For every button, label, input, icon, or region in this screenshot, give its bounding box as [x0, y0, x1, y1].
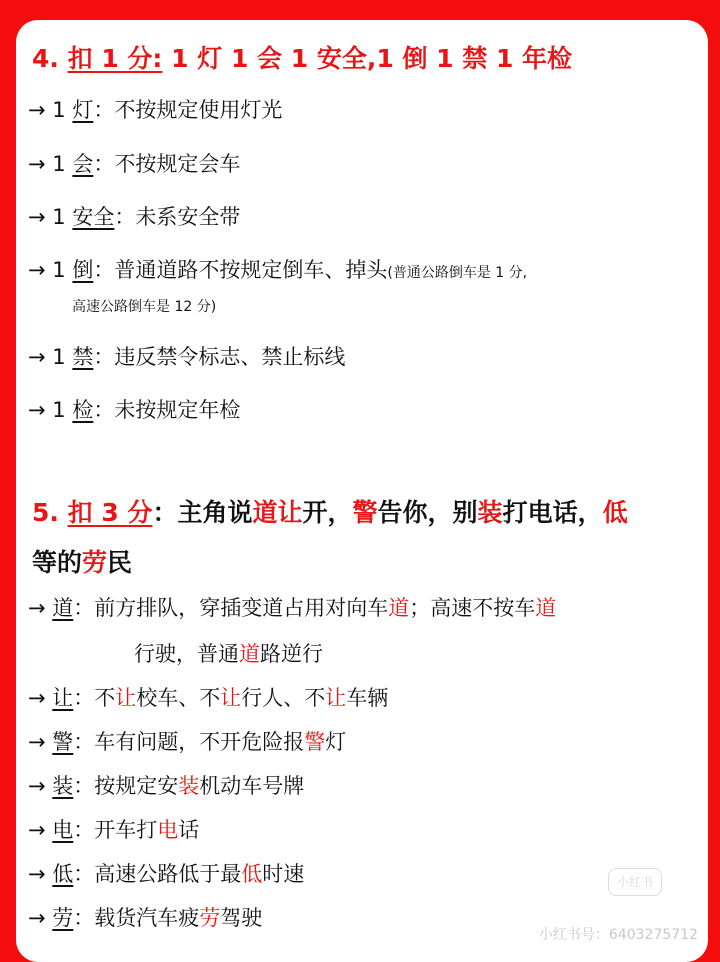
list-item: → 1 检：未按规定年检: [28, 398, 241, 422]
arrow-icon: →: [28, 862, 46, 886]
rule-key: 会: [72, 152, 94, 176]
section4-mnemonic: 1 灯 1 会 1 安全,1 倒 1 禁 1 年检: [171, 44, 573, 73]
arrow-icon: →: [28, 906, 46, 930]
arrow-icon: →: [28, 774, 46, 798]
watermark-account: 小红书号：6403275712: [538, 927, 698, 943]
rule-text: 违反禁令标志、禁止标线: [114, 345, 346, 369]
rule-key: 装: [52, 774, 74, 798]
rule-key: 检: [72, 398, 94, 422]
rule-key: 禁: [72, 345, 94, 369]
list-item: → 让：不让校车、不让行人、不让车辆: [28, 686, 389, 710]
section5-heading-line2: 等的劳民: [32, 548, 133, 577]
section4-deduction: 扣 1 分:: [67, 44, 163, 73]
list-item: → 1 会：不按规定会车: [28, 152, 241, 176]
rule-key: 安全: [72, 205, 115, 229]
section5-number: 5.: [32, 498, 59, 527]
rule-key: 劳: [52, 906, 74, 930]
arrow-icon: →: [28, 345, 46, 369]
rule-text-continued: 行驶，普通道路逆行: [134, 642, 323, 666]
arrow-icon: →: [28, 818, 46, 842]
list-item: → 电：开车打电话: [28, 818, 200, 842]
list-item: → 1 安全：未系安全带: [28, 205, 241, 229]
list-item: → 道：前方排队，穿插变道占用对向车道；高速不按车道: [28, 596, 557, 620]
arrow-icon: →: [28, 398, 46, 422]
rule-note-continued: 高速公路倒车是 12 分): [72, 299, 217, 315]
rule-key: 警: [52, 730, 74, 754]
rule-text: 不按规定使用灯光: [114, 98, 283, 122]
section5-deduction: 扣 3 分: [67, 498, 153, 527]
list-item: → 警：车有问题，不开危险报警灯: [28, 730, 347, 754]
rule-text: 普通道路不按规定倒车、掉头: [114, 258, 388, 282]
section4-number: 4.: [32, 44, 59, 73]
list-item: → 1 倒：普通道路不按规定倒车、掉头(普通公路倒车是 1 分,: [28, 258, 528, 282]
content-card: [16, 20, 708, 962]
rule-key: 低: [52, 862, 74, 886]
rule-key: 让: [52, 686, 74, 710]
list-item: → 劳：载货汽车疲劳驾驶: [28, 906, 263, 930]
list-item: → 1 灯：不按规定使用灯光: [28, 98, 283, 122]
rule-key: 道: [52, 596, 74, 620]
list-item: → 装：按规定安装机动车号牌: [28, 774, 305, 798]
list-item: → 1 禁：违反禁令标志、禁止标线: [28, 345, 346, 369]
rule-text: 未按规定年检: [114, 398, 241, 422]
rule-text: 不按规定会车: [114, 152, 241, 176]
arrow-icon: →: [28, 205, 46, 229]
arrow-icon: →: [28, 152, 46, 176]
watermark-logo: 小红书: [608, 868, 662, 896]
arrow-icon: →: [28, 98, 46, 122]
rule-note: (普通公路倒车是 1 分,: [387, 265, 528, 281]
arrow-icon: →: [28, 258, 46, 282]
arrow-icon: →: [28, 686, 46, 710]
arrow-icon: →: [28, 730, 46, 754]
rule-text: 未系安全带: [135, 205, 241, 229]
rule-key: 灯: [72, 98, 94, 122]
section4-heading: [32, 46, 572, 71]
section5-heading: 5. 扣 3 分：主角说道让开，警告你，别装打电话，低: [32, 498, 628, 527]
arrow-icon: →: [28, 596, 46, 620]
rule-key: 倒: [72, 258, 94, 282]
rule-key: 电: [52, 818, 74, 842]
list-item: → 低：高速公路低于最低时速: [28, 862, 305, 886]
